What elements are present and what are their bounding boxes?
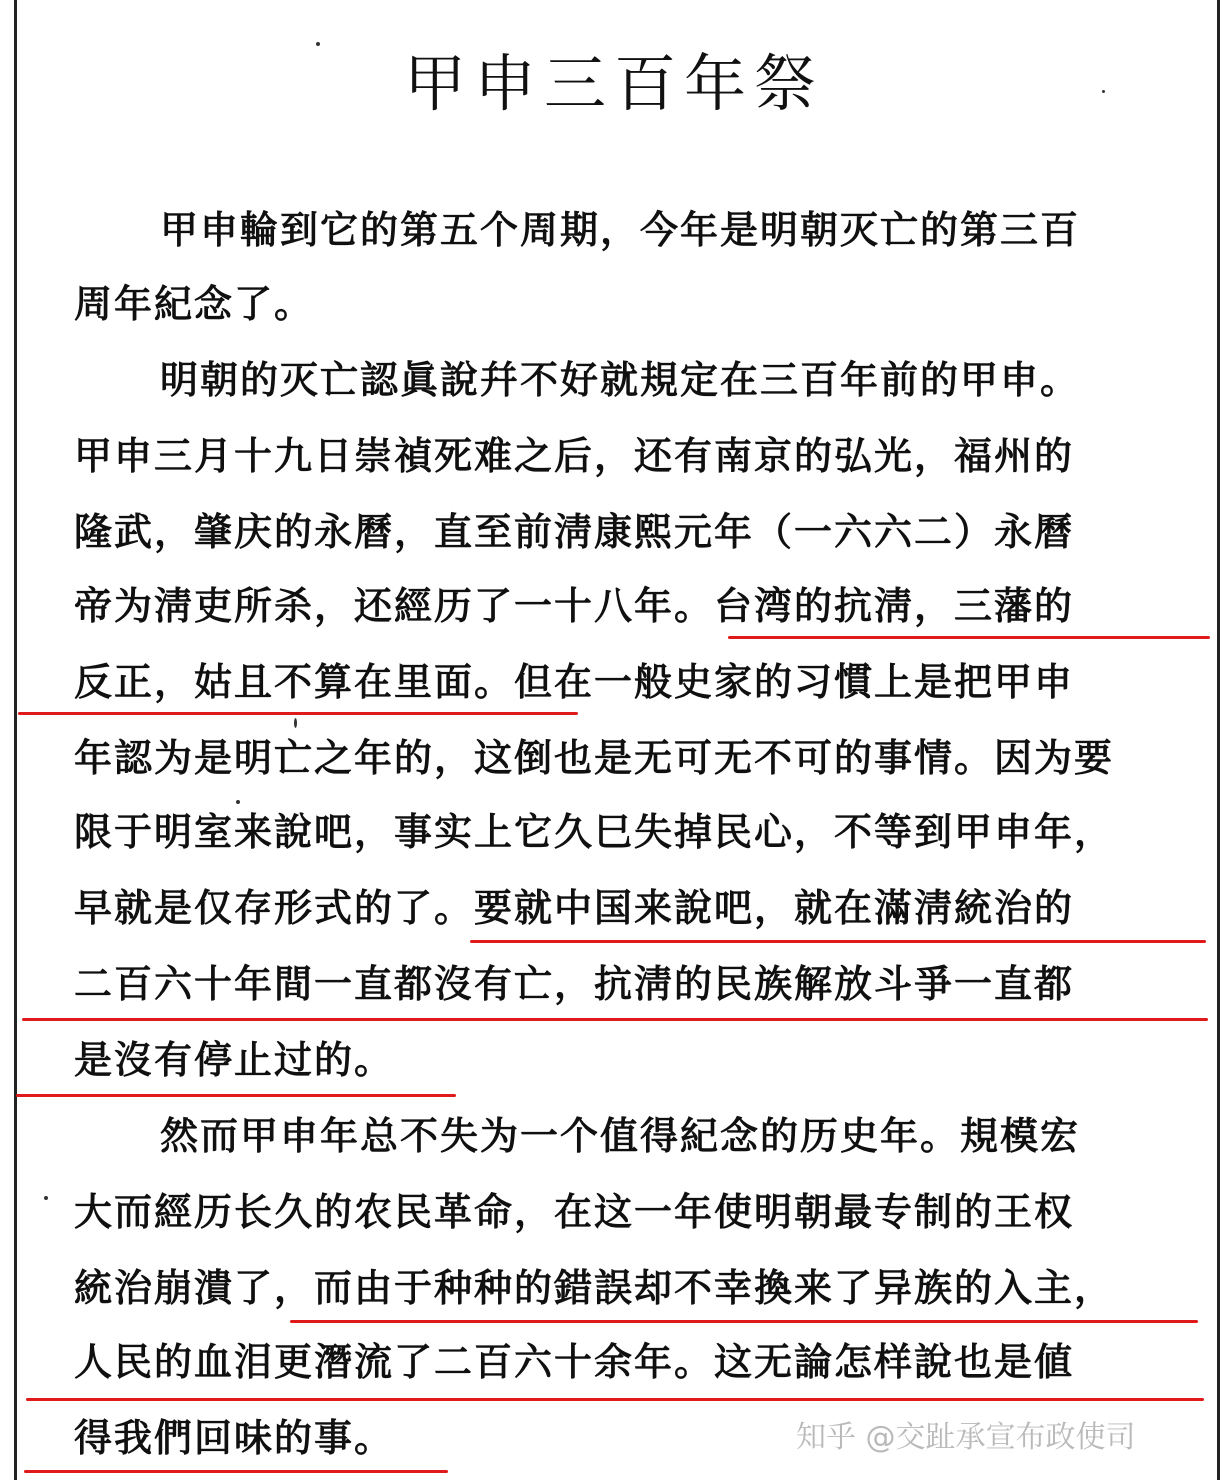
text-line: 是沒有停止过的。 [74, 1037, 395, 1082]
highlight-underline [290, 1320, 1198, 1323]
scan-speck [1102, 90, 1105, 93]
highlight-underline [22, 1018, 1208, 1021]
scan-speck [294, 718, 297, 728]
scan-speck [236, 800, 240, 804]
text-line: 帝为淸吏所杀，还經历了一十八年。台湾的抗淸，三藩的 [74, 583, 1075, 628]
text-line: 人民的血泪更潛流了二百六十余年。这无論怎样說也是値 [74, 1339, 1075, 1384]
highlight-underline [24, 1470, 448, 1473]
text-line: 甲申輪到它的第五个周期，今年是明朝灭亡的第三百 [160, 207, 1081, 252]
text-line: 周年紀念了。 [74, 281, 315, 326]
text-line: 大而經历长久的农民革命，在这一年使明朝最专制的王权 [74, 1189, 1075, 1234]
text-line: 得我們回味的事。 [74, 1415, 395, 1460]
text-line: 隆武，肇庆的永曆，直至前淸康熙元年（一六六二）永曆 [74, 509, 1075, 554]
text-line: 明朝的灭亡認眞說幷不好就規定在三百年前的甲申。 [160, 357, 1081, 402]
scan-speck [316, 42, 320, 46]
highlight-underline [16, 1094, 456, 1097]
scan-border-left [14, 0, 17, 1480]
text-line: 統治崩潰了，而由于种种的錯誤却不幸換来了异族的入主， [74, 1265, 1115, 1310]
text-line: 二百六十年間一直都沒有亡，抗淸的民族解放斗爭一直都 [74, 961, 1075, 1006]
text-line: 早就是仅存形式的了。要就中国来說吧，就在滿淸統治的 [74, 885, 1075, 930]
highlight-underline [728, 636, 1210, 639]
watermark: 知乎 @交趾承宣布政使司 [796, 1420, 1136, 1455]
text-line: 甲申三月十九日崇禎死难之后，还有南京的弘光，福州的 [74, 433, 1075, 478]
scan-border-right [1217, 0, 1220, 1480]
text-line: 限于明室来說吧，事实上它久巳失掉民心，不等到甲申年， [74, 809, 1115, 854]
highlight-underline [470, 940, 1206, 943]
highlight-underline [26, 1398, 1204, 1401]
scan-speck [44, 1196, 48, 1200]
text-line: 年認为是明亡之年的，这倒也是无可无不可的事情。因为要 [74, 735, 1115, 780]
text-line: 反正，姑且不算在里面。但在一般史家的习慣上是把甲申 [74, 659, 1075, 704]
page-title: 甲申三百年祭 [403, 47, 824, 120]
text-line: 然而甲申年总不失为一个值得紀念的历史年。規模宏 [160, 1113, 1081, 1158]
highlight-underline [18, 712, 578, 715]
